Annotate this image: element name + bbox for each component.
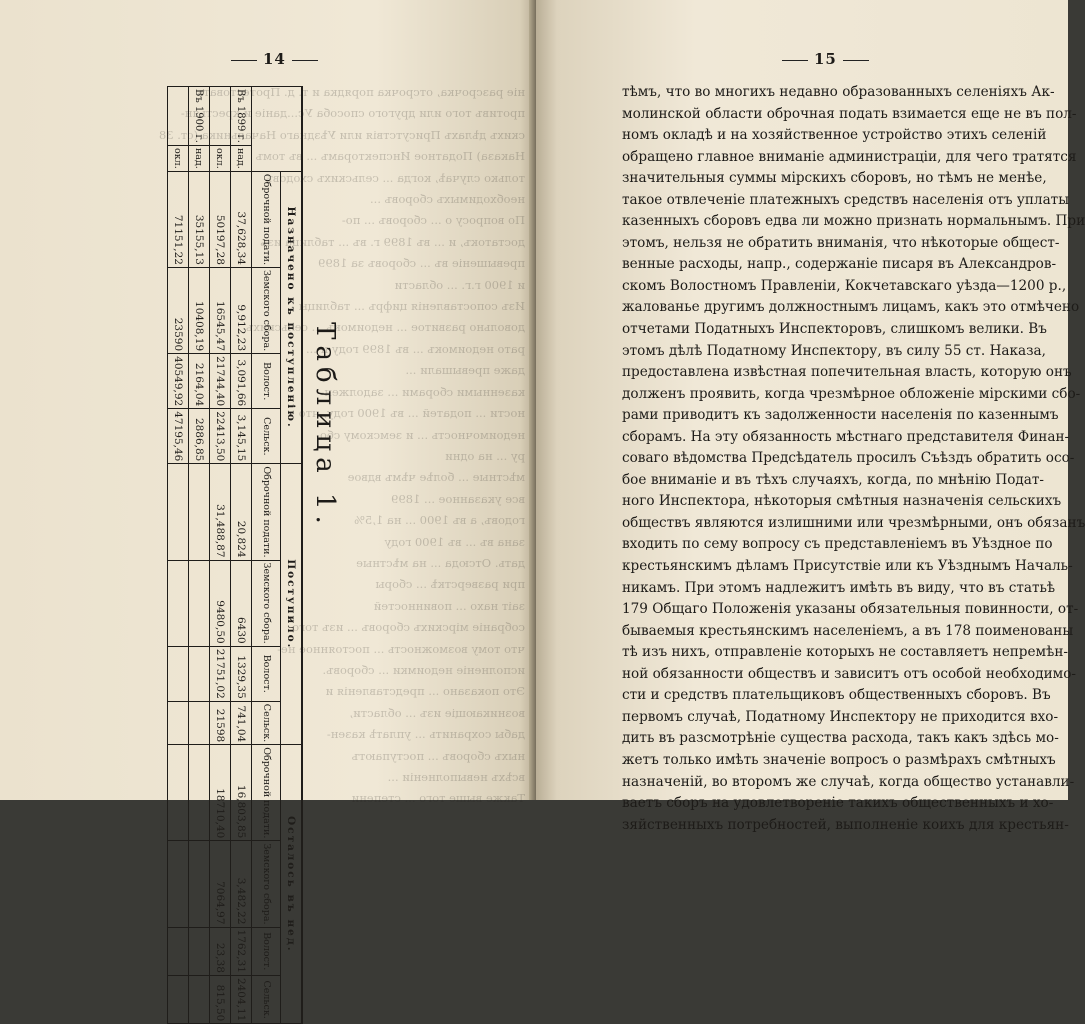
sub-header: Земского сбора.: [252, 267, 281, 353]
cell-assigned: 9,912,23: [231, 267, 252, 353]
cell-received: [189, 464, 210, 560]
cell-received: [189, 701, 210, 744]
row-year: [210, 87, 231, 146]
bleed-through-line: противъ того или другого способа Ус...даніе и крестьян-: [180, 106, 525, 121]
cell-remaining: 815,50: [210, 975, 231, 1023]
cell-received: 21751,02: [210, 646, 231, 701]
sub-header: Сельск.: [252, 975, 281, 1023]
text-line: скомъ Волостномъ Правленіи, Кокчетавскаго уѣзда—1200 р.,: [622, 277, 1067, 294]
cell-received: 6430: [231, 560, 252, 646]
bleed-through-line: необходимыхъ сборовъ ...: [369, 192, 525, 207]
text-line: тѣмъ, что во многихъ недавно образованныхъ селеніяхъ Ак-: [622, 84, 1055, 100]
text-line: сти и средствъ плательщиковъ общественныхъ сборовъ. Въ: [622, 687, 1051, 704]
row-year: [168, 87, 189, 146]
text-line: жетъ только имѣть значеніе вопросъ о размѣрахъ смѣтныхъ: [622, 751, 1056, 768]
cell-received: [189, 560, 210, 646]
text-line: крестьянскимъ дѣламъ Присутствіе или къ Уѣзднымъ Началь-: [622, 558, 1073, 575]
page-number-dash-left: [231, 60, 257, 61]
cell-assigned: 3,145,15: [231, 409, 252, 464]
cell-remaining: 3,482,22: [231, 841, 252, 927]
text-line: сборамъ. На эту обязанность мѣстнаго представителя Финан-: [622, 428, 1070, 445]
cell-assigned: 35155,13: [189, 171, 210, 267]
bleed-through-line: мѣстные ... болѣе чѣмъ вдвое: [347, 470, 525, 485]
data-table: [167, 86, 303, 1024]
cell-assigned: 21744,40: [210, 354, 231, 409]
text-line: 179 Общаго Положенія указаны обязательныя повинности, от-: [622, 601, 1079, 618]
cell-remaining: [168, 975, 189, 1023]
bleed-through-line: и 1900 г.г. ... области: [394, 277, 525, 292]
bleed-through-line: всѣхъ невыполненіи ...: [387, 770, 525, 784]
text-line: никамъ. При этомъ надлежитъ имѣть въ виду, что въ статьѣ: [622, 579, 1056, 596]
text-line: значительныя суммы мірскихъ сборовъ, но тѣмъ не менѣе,: [622, 170, 1047, 187]
bleed-through-line: ніе разсрочка, отсрочка порядка и т. д. Протестовать: [197, 85, 525, 99]
bleed-through-line: недоимочность ... и земскому сбо-: [316, 427, 525, 442]
sub-header: Земского сбора.: [252, 841, 281, 927]
sub-header: Земского сбора.: [252, 560, 281, 646]
cell-received: [168, 560, 189, 646]
cell-assigned: 2164,04: [189, 354, 210, 409]
bleed-through-line: дабы сохранить ... уплатѣ казен-: [326, 727, 525, 742]
text-line: венные расходы, напр., содержаніе писаря въ Александров-: [622, 256, 1057, 273]
bleed-through-line: возникающіе изъ ... области,: [349, 705, 525, 720]
bleed-through-line: довольно развитое ... недоимокъ ... сельскихъ: [246, 320, 525, 335]
cell-assigned: 37,628,34: [231, 171, 252, 267]
bleed-through-line: заіт нахо ... повинностей: [373, 598, 525, 613]
cell-remaining: [168, 745, 189, 841]
bleed-through-line: при разверсткѣ ... сборы: [375, 577, 525, 592]
row-year: Въ 1899 г.: [231, 87, 252, 146]
cell-received: 20,824: [231, 464, 252, 560]
cell-received: 21598: [210, 701, 231, 744]
group-header-assigned: Назначено къ поступленію.: [281, 171, 303, 464]
text-line: бое вниманіе и въ тѣхъ случаяхъ, когда, по мнѣнію Подат-: [622, 471, 1044, 488]
cell-assigned: 71151,22: [168, 171, 189, 267]
cell-assigned: 23590: [168, 267, 189, 353]
text-line: назначеній, во второмъ же случаѣ, когда общество устанавли-: [622, 773, 1075, 790]
table-row: [189, 87, 210, 1024]
page-number-dash-right: [843, 60, 869, 61]
cell-remaining: [189, 841, 210, 927]
table-row: [168, 87, 189, 1024]
cell-assigned: 40549,92: [168, 354, 189, 409]
text-line: обществъ являются излишними или чрезмѣрными, онъ обязанъ: [622, 514, 1085, 531]
cell-assigned: 2886,85: [189, 409, 210, 464]
bleed-through-line: собраніе мірскихъ сборовъ ... изъ того: [292, 620, 525, 635]
cell-assigned: 22413,50: [210, 409, 231, 464]
cell-remaining: 16,803,85: [231, 745, 252, 841]
row-kind: окл.: [210, 145, 231, 171]
cell-remaining: [168, 841, 189, 927]
bleed-through-line: ности ... податей ... въ 1900 году, что: [298, 406, 525, 421]
cell-received: 1329,35: [231, 646, 252, 701]
text-line: ной обязанности обществъ и зависитъ отъ особой необходимо-: [622, 665, 1077, 682]
cell-remaining: 7064,97: [210, 841, 231, 927]
left-page-number: [225, 50, 324, 68]
right-page-number: [776, 50, 875, 68]
cell-assigned: 3,091,66: [231, 354, 252, 409]
text-line: молинской области оброчная подать взимается еще не въ пол-: [622, 105, 1077, 122]
cell-remaining: 2404,11: [231, 975, 252, 1023]
bleed-through-line: исполненіе недоимки ... сборовъ.: [322, 662, 525, 677]
cell-assigned: 50197,28: [210, 171, 231, 267]
text-line: ного Инспектора, нѣкоторыя смѣтныя назначенія сельскихъ: [622, 493, 1062, 510]
body-text: [622, 82, 1085, 836]
group-header-received: Поступило.: [281, 464, 303, 745]
left-page: [0, 0, 536, 1022]
text-line: ваетъ сборъ на удовлетвореніе такихъ общественныхъ и хо-: [622, 795, 1054, 812]
cell-assigned: 47195,46: [168, 409, 189, 464]
text-line: этомъ, нельзя не обратить вниманія, что нѣкоторые общест-: [622, 234, 1060, 251]
bleed-through-line: скихъ дѣлахъ Присутствія или Уѣзднаго Начальника (ст. 38: [158, 127, 525, 142]
text-line: дить въ разсмотрѣніе существа расхода, такъ какъ здѣсь мо-: [622, 730, 1059, 747]
page-number-dash-right: [292, 60, 318, 61]
text-line: соваго вѣдомства Предсѣдатель просилъ Съѣздъ обратить осо-: [622, 450, 1075, 467]
cell-received: [168, 464, 189, 560]
cell-received: 741,04: [231, 701, 252, 744]
cell-remaining: [189, 975, 210, 1023]
left-page-number-text: 14: [263, 50, 286, 68]
sub-header: Сельск.: [252, 409, 281, 464]
cell-remaining: [189, 745, 210, 841]
table-row: [231, 87, 252, 1024]
bleed-through-line: достатокъ, и ... въ 1899 г. въ ... таблица изъ: [260, 234, 525, 249]
row-kind: над.: [189, 145, 210, 171]
table-caption: Таблица 1.: [310, 322, 340, 530]
text-line: долженъ проявить, когда чрезмѣрное обложеніе мірскими сбо-: [622, 385, 1081, 402]
sub-header: Волост.: [252, 646, 281, 701]
cell-received: 31,488,87: [210, 464, 231, 560]
bleed-through-line: рато недоимокъ ... въ 1899 году и ...: [305, 341, 525, 356]
bleed-through-line: только случаѣ, когда ... сельскихъ сходовъ: [265, 170, 525, 185]
bleed-through-line: Это показано ... представленія и: [325, 684, 525, 699]
bleed-through-line: По вопросу о ... сборовъ ... по-: [341, 213, 525, 228]
cell-remaining: [168, 927, 189, 975]
bleed-through-line: что тому возможность ... постоянное не-: [277, 641, 525, 656]
sub-header: Сельск.: [252, 701, 281, 744]
sub-header: Волост.: [252, 927, 281, 975]
table-row: [210, 87, 231, 1024]
text-line: отчетами Податныхъ Инспекторовъ, слишкомъ велики. Въ: [622, 321, 1047, 338]
text-line: рами приводитъ къ задолженности населенія по казеннымъ: [622, 407, 1059, 424]
bleed-through-line: дать. Отсюда ... на мѣстные: [356, 555, 525, 570]
table-group-header-row: [281, 87, 303, 1024]
cell-remaining: 23,38: [210, 927, 231, 975]
bleed-through-line: ру ... на одни: [445, 448, 525, 463]
bleed-through-line: казенными сборами ... задолжен-: [320, 384, 525, 399]
table-corner-cell: [252, 87, 303, 172]
table-sub-header-row: [252, 87, 281, 1024]
bleed-through-line: годовъ, а въ 1900 ... на 1,5%: [354, 513, 525, 528]
text-line: такое отвлеченіе платежныхъ средствъ населенія отъ уплаты: [622, 191, 1070, 208]
bleed-through-line: ныхъ сборовъ ... поступаютъ: [351, 748, 525, 763]
cell-received: [168, 646, 189, 701]
sub-header: Волост.: [252, 354, 281, 409]
cell-remaining: 18710,40: [210, 745, 231, 841]
text-line: зяйственныхъ потребностей, выполненіе коихъ для крестьян-: [622, 816, 1069, 833]
right-page-number-text: 15: [814, 50, 837, 68]
cell-received: [189, 646, 210, 701]
bleed-through-line: Наказа) Податное Инспекторамъ ... въ томъ: [255, 149, 525, 164]
text-line: предоставлена извѣстная попечительная власть, которую онъ: [622, 364, 1072, 381]
text-line: жалованье другимъ должностнымъ лицамъ, какъ это отмѣчено: [622, 299, 1080, 316]
table-body: [168, 87, 252, 1024]
text-line: обращено главное вниманіе администраціи, для чего тратятся: [622, 148, 1077, 165]
page-number-dash-left: [782, 60, 808, 61]
text-line: первомъ случаѣ, Податному Инспектору не приходится вхо-: [622, 708, 1059, 725]
cell-assigned: 16545,47: [210, 267, 231, 353]
row-kind: окл.: [168, 145, 189, 171]
text-line: бываемыя крестьянскимъ населеніемъ, а въ 178 поименованы: [622, 622, 1074, 639]
sub-header: Оброчной подати.: [252, 171, 281, 267]
row-year: Въ 1900 г.: [189, 87, 210, 146]
sub-header: Оброчной подати.: [252, 464, 281, 560]
text-line: этомъ дѣлѣ Податному Инспектору, въ силу 55 ст. Наказа,: [622, 342, 1046, 359]
sub-header: Оброчной подати.: [252, 745, 281, 841]
cell-assigned: 10408,19: [189, 267, 210, 353]
text-line: номъ окладѣ и на хозяйственное устройство этихъ селеній: [622, 127, 1047, 144]
text-line: тѣ изъ нихъ, отправленіе которыхъ не составляетъ непремѣн-: [622, 644, 1068, 661]
cell-remaining: [189, 927, 210, 975]
bleed-through-line: все указанное ... 1899: [391, 491, 525, 506]
right-page: [536, 0, 1085, 833]
row-kind: над.: [231, 145, 252, 171]
text-line: входить по сему вопросу съ представленіемъ въ Уѣздное по: [622, 536, 1053, 553]
group-header-remaining: Осталось въ нед.: [281, 745, 303, 1024]
cell-received: 9480,50: [210, 560, 231, 646]
bleed-through-line: Также выше того ... степени: [351, 791, 525, 806]
bleed-through-line: даже превышали ...: [405, 363, 525, 378]
bleed-through-line: зана въ ... въ 1900 году: [384, 534, 525, 549]
rotated-table-block: [120, 86, 345, 1022]
cell-received: [168, 701, 189, 744]
bleed-through-line: Изъ сопоставленія цифръ ... таблицы: [298, 299, 525, 314]
bleed-through-line: превышеніе въ ... сборовъ за 1899: [318, 256, 525, 271]
text-line: казенныхъ сборовъ едва ли можно признать нормальнымъ. При: [622, 213, 1085, 230]
cell-remaining: 1762,31: [231, 927, 252, 975]
